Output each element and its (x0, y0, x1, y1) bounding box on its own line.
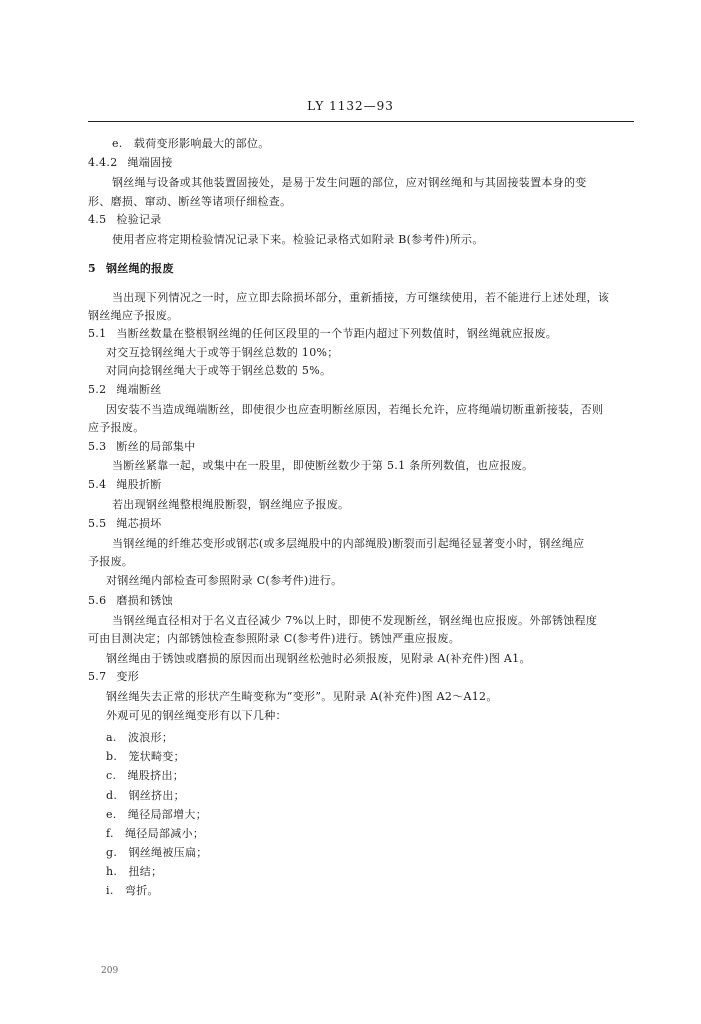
text-line: 钢丝绳失去正常的形状产生畸变称为“变形”。见附录 A(补充件)图 A2～A12。 (106, 690, 498, 703)
list-item: i. 弯折。 (106, 884, 159, 897)
section-heading-5-1: 5.1 当断丝数量在整根钢丝绳的任何区段里的一个节距内超过下列数值时，钢丝绳就应报废。 (88, 327, 558, 340)
list-item: b. 笼状畸变； (106, 750, 185, 763)
list-item: h. 扭结； (106, 865, 163, 878)
list-item: f. 绳径局部减小； (106, 827, 205, 840)
section-heading-5-7: 5.7 变形 (88, 670, 140, 683)
section-heading-4-4-2: 4.4.2 绳端固接 (88, 156, 173, 169)
page-number: 209 (101, 966, 119, 976)
text-line: 对交互捻钢丝绳大于或等于钢丝总数的 10%； (106, 346, 339, 359)
chapter-heading-5: 5 钢丝绳的报废 (88, 262, 174, 275)
text-line: 钢丝绳应予报废。 (88, 309, 179, 322)
text-line: 因安装不当造成绳端断丝，即使很少也应查明断丝原因，若绳长允许，应将绳端切断重新接装，否则 (106, 403, 604, 416)
section-heading-5-3: 5.3 断丝的局部集中 (88, 440, 196, 453)
text-line: e. 载荷变形影响最大的部位。 (112, 137, 270, 150)
list-item: g. 钢丝绳被压扁； (106, 846, 208, 859)
text-line: 当出现下列情况之一时，应立即去除损坏部分，重新插接，方可继续使用，若不能进行上述处理，该 (112, 291, 610, 304)
text-line: 予报废。 (88, 555, 134, 568)
section-heading-5-4: 5.4 绳股折断 (88, 478, 162, 491)
list-item: c. 绳股挤出； (106, 769, 185, 782)
section-heading-5-5: 5.5 绳芯损坏 (88, 517, 162, 530)
text-line: 当断丝紧靠一起，或集中在一股里，即使断丝数少于第 5.1 条所列数值，也应报废。 (112, 459, 534, 472)
document-code: LY 1132—93 (307, 99, 394, 113)
section-heading-4-5: 4.5 检验记录 (88, 213, 162, 226)
text-line: 钢丝绳与设备或其他装置固接处，是易于发生问题的部位，应对钢丝绳和与其固接装置本身的变 (112, 176, 587, 189)
text-line: 当钢丝绳的纤维芯变形或钢芯(或多层绳股中的内部绳股)断裂而引起绳径显著变小时，钢丝绳应 (112, 537, 585, 550)
list-item: e. 绳径局部增大； (106, 808, 208, 821)
text-line: 对钢丝绳内部检查可参照附录 C(参考件)进行。 (106, 574, 343, 587)
text-line: 形、磨损、窜动、断丝等诸项仔细检查。 (88, 195, 292, 208)
text-line: 若出现钢丝绳整根绳股断裂，钢丝绳应予报废。 (112, 498, 350, 511)
text-line: 外观可见的钢丝绳变形有以下几种： (106, 709, 287, 722)
list-item: d. 钢丝挤出； (106, 789, 185, 802)
text-line: 当钢丝绳直径相对于名义直径减少 7%以上时，即使不发现断丝，钢丝绳也应报废。外部锈蚀程度 (112, 614, 598, 627)
header-divider (88, 121, 634, 122)
text-line: 对同向捻钢丝绳大于或等于钢丝总数的 5%。 (106, 364, 332, 377)
text-line: 使用者应将定期检验情况记录下来。检验记录格式如附录 B(参考件)所示。 (112, 233, 484, 246)
list-item: a. 波浪形； (106, 731, 174, 744)
text-line: 钢丝绳由于锈蚀或磨损的原因而出现钢丝松弛时必须报废，见附录 A(补充件)图 A1。 (106, 652, 531, 665)
section-heading-5-2: 5.2 绳端断丝 (88, 383, 162, 396)
section-heading-5-6: 5.6 磨损和锈蚀 (88, 594, 173, 607)
text-line: 应予报废。 (88, 421, 145, 434)
text-line: 可由目测决定；内部锈蚀检查参照附录 C(参考件)进行。锈蚀严重应报废。 (88, 632, 460, 645)
